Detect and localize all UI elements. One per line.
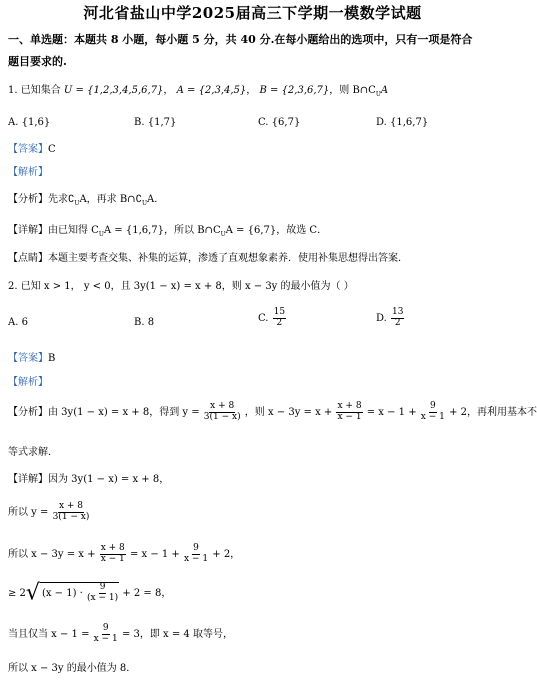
q1-xiangjie: 【详解】由已知得 $C_UA = \{1,6,7\}$，所以 $B\cap C_UA = \{6,7\}$，故选 C． [8, 225, 328, 238]
q2-detail-4: ≥ 2√ (x − 1) · $\frac{9}{(x - 1)}$ + 2 = 8， [8, 580, 172, 606]
q2-option-b: B. 8 [134, 317, 155, 328]
q1-fenxi: 【分析】先求$∁_UA$，再求 $B\cap∁_UA$． [8, 194, 165, 207]
q1-option-d: D. {1,6,7} [376, 117, 429, 128]
sqrt-symbol-icon: √ [25, 580, 40, 606]
document-title: 河北省盐山中学2025届高三下学期一模数学试题 [83, 4, 422, 22]
q1-option-b: B. {1,7} [134, 117, 177, 128]
q1-option-a: A. {1,6} [8, 117, 51, 128]
q2-fenxi: 【分析】由 3y(1 − x) = x + 8，得到 y = $\frac{x + 8}{3(1 - x)}$ ，则 x − 3y = x + $\frac{x + 8}{x - 1}$ = x − 1 + $\frac{9}{x - 1}$ + 2，再利用基本不 [8, 401, 537, 422]
q1-dianjing: 【点睛】本题主要考查交集、补集的运算，渗透了直观想象素养．使用补集思想得出答案． [8, 253, 408, 264]
q2-detail-3: 所以 x − 3y = x + $\frac{x + 8}{x - 1}$ = x − 1 + $\frac{9}{x - 1}$ + 2， [8, 543, 241, 564]
section-heading-line2: 题目要求的. [8, 55, 67, 68]
q2-option-a: A. 6 [8, 317, 28, 328]
q1-answer: 【答案】C [8, 144, 56, 155]
q1-stem-suffix: ，则 B∩C [329, 85, 376, 96]
q1-option-c: C. {6,7} [258, 117, 301, 128]
q2-stem: 2. 已知 x > 1， y < 0，且 3y(1 − x) = x + 8，则 x − 3y 的最小值为（ ） [8, 281, 354, 292]
q2-detail-2: 所以 y = $\frac{x + 8}{3(1 - x)}$ [8, 501, 90, 522]
q2-option-c: C. $\frac{15}{2}$ [258, 307, 286, 328]
section-heading-line1: 一、单选题：本题共 8 小题，每小题 5 分，共 40 分.在每小题给出的选项中，只有一项是符合 [8, 33, 473, 46]
q1-set-a: A = {2,3,4,5} [176, 85, 247, 96]
sqrt-content: (x − 1) · $\frac{9}{(x - 1)}$ [41, 582, 119, 603]
q1-analysis-tag: 【解析】 [8, 167, 48, 178]
q1-stem-prefix: 1. 已知集合 [8, 85, 61, 96]
q1-stem-tail: A [380, 85, 389, 96]
q2-detail-1: 【详解】因为 3y(1 − x) = x + 8， [8, 474, 170, 485]
q1-set-u: U = {1,2,3,4,5,6,7} [63, 85, 164, 96]
q2-fenxi-line2: 等式求解． [8, 447, 58, 458]
q1-stem: 1. 已知集合 U = {1,2,3,4,5,6,7}， A = {2,3,4,5}， B = {2,3,6,7}，则 $B\cap C_UA$ [8, 85, 389, 98]
q2-option-d: D. $\frac{13}{2}$ [376, 307, 404, 328]
q2-detail-6: 所以 x − 3y 的最小值为 8． [8, 663, 137, 674]
q2-answer: 【答案】B [8, 353, 56, 364]
q1-set-b: B = {2,3,6,7} [259, 85, 330, 96]
q2-analysis-tag: 【解析】 [8, 377, 48, 388]
q2-detail-5: 当且仅当 x − 1 = $\frac{9}{x - 1}$ = 3，即 x = 4 取等号， [8, 623, 233, 644]
